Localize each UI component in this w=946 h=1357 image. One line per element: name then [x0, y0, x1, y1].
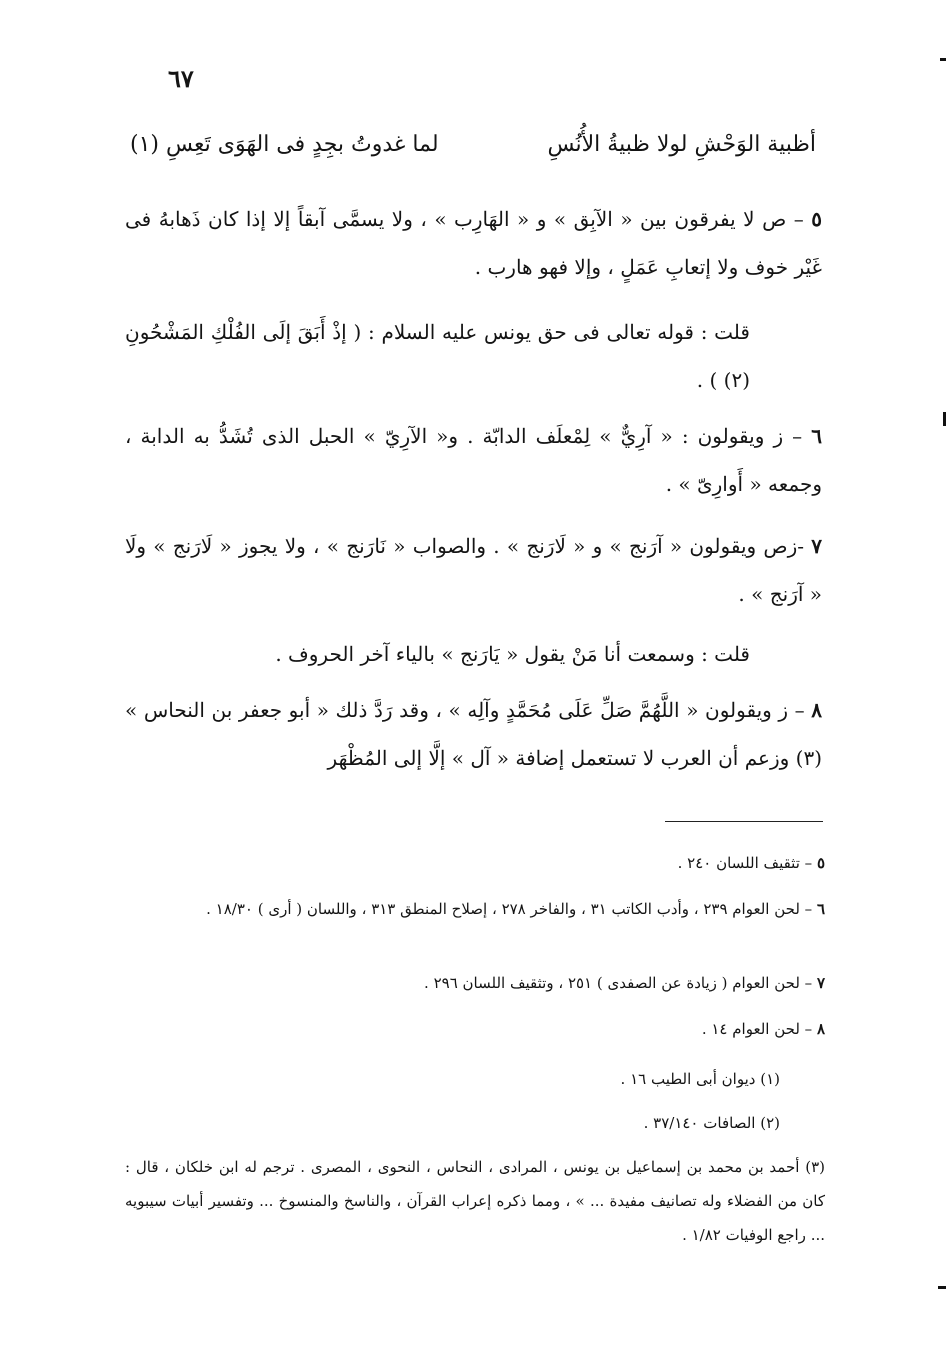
footnote-number: ٧ — [816, 974, 825, 992]
footnote-text: – لحن العوام ٢٣٩ ، وأدب الكاتب ٣١ ، والفاخر ٢٧٨ ، إصلاح المنطق ٣١٣ ، واللسان ( أرى ) ١٨/٣٠ . — [206, 900, 813, 918]
footnote-1: (١) ديوان أبى الطيب ١٦ . — [620, 1070, 780, 1088]
entry-number: ٦ — [811, 424, 822, 448]
footnote-text: – لحن العوام ١٤ . — [701, 1020, 813, 1038]
entry-7 — [125, 522, 822, 618]
footnote-text: – تثقيف اللسان ٢٤٠ . — [677, 854, 813, 872]
scan-edge-mark — [938, 1286, 946, 1289]
footnote-3: (٣) أحمد بن محمد بن إسماعيل بن يونس ، المرادى ، النحاس ، النحوى ، المصرى . ترجم له ابن خلكان ، قال : كان من الفضلاء وله تصانيف مفيدة ... » ، ومما ذكره إعراب القرآن ، والناسخ والمنسوخ ... وتفسير أبيات سيبويه ... راجع الوفيات ١/٨٢ . — [125, 1158, 825, 1244]
entry-text: – ز ويقولون : « آرِيٌّ » لِمْعلَف الدابّة . و« الآرِيّ » الحبل الذى تُشَدُّ به الدابة ، وجمعه « أَوارِىّ » . — [125, 424, 822, 496]
entry-text: – ص لا يفرقون بين « الآبِق » و « الهَارِب » ، ولا يسمَّى آبقاً إلا إذا كان ذَهابهُ فى غَيْر خوف ولا إتعابِ عَمَلٍ ، وإلا فهو هارب . — [125, 207, 822, 279]
entry-number: ٨ — [811, 698, 823, 722]
entry-5 — [125, 195, 822, 291]
entry-8 — [125, 686, 822, 782]
footnote-number: ٥ — [816, 854, 825, 872]
entry-number: ٧ — [811, 534, 823, 558]
footnote-text: – لحن العوام ( زيادة عن الصفدى ) ٢٥١ ، وتثقيف اللسان ٢٩٦ . — [424, 974, 813, 992]
entry-text: -زص ويقولون « آرَنج » و « لَارَنج » . والصواب « نَارَنج » ، ولا يجوز « لَارَنج » ولَا « آرَنج » . — [125, 534, 822, 606]
entry-text: – ز ويقولون « اللَّهُمَّ صَلِّ عَلَى مُحَمَّدٍ وآلِه » ، وقد رَدَّ ذلك « أبو جعفر بن النحاس » (٣) وزعم أن العرب لا تستعمل إضافة « آل » إلَّا إلى المُظْهَر — [125, 698, 822, 770]
entry-6 — [125, 412, 822, 508]
entry-number: ٥ — [811, 207, 822, 231]
footnote-separator — [665, 821, 823, 822]
page-number: ٦٧ — [168, 64, 194, 93]
scan-edge-mark — [940, 58, 946, 61]
footnote-8 — [125, 1012, 825, 1046]
note-qultu-1: قلت : قوله تعالى فى حق يونس عليه السلام : ( إذْ أَبَقَ إلَى الفُلْكِ المَشْحُونِ (٢) ) . — [125, 320, 750, 392]
footnote-5 — [125, 846, 825, 880]
verse-second-hemistich: لما غدوتُ بجِدٍ فى الهَوَى تَعِسِ (١) — [130, 132, 439, 157]
note-qultu-2: قلت : وسمعت أنا مَنْ يقول « يَارَنج » بالياء آخر الحروف . — [275, 642, 750, 666]
footnote-2: (٢) الصافات ٣٧/١٤٠ . — [643, 1114, 780, 1132]
footnote-6 — [125, 892, 825, 926]
footnote-number: ٨ — [816, 1020, 825, 1038]
footnote-7 — [125, 966, 825, 1000]
footnote-number: ٦ — [816, 900, 825, 918]
verse-first-hemistich: أظبية الوَحْشِ لولا ظبيةُ الأُنُسِ — [547, 132, 816, 157]
